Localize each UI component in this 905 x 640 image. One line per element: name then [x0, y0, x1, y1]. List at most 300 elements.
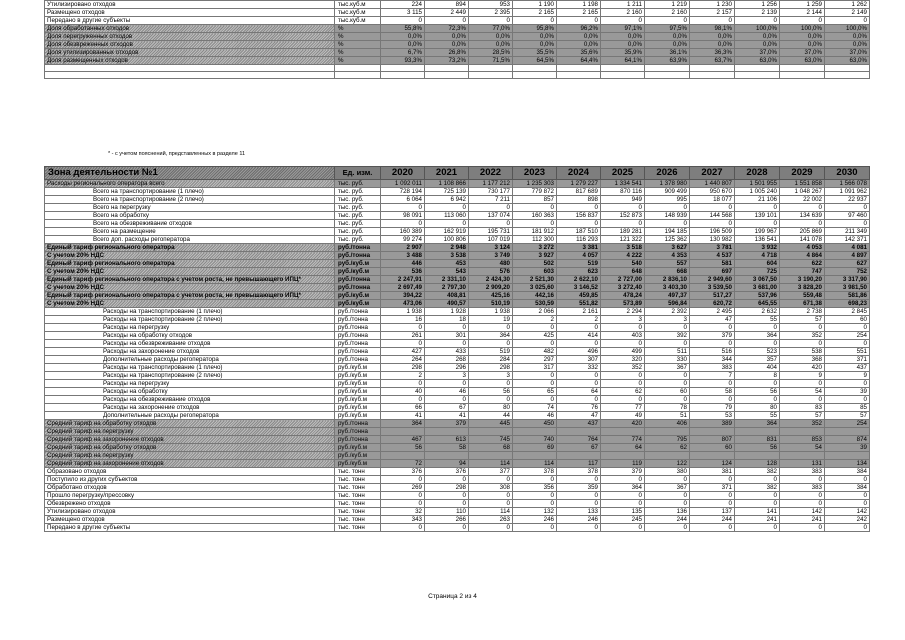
row-unit: руб./куб.м — [335, 396, 381, 404]
table-row — [45, 25, 870, 33]
cell-value — [780, 428, 825, 436]
cell-value: 46 — [513, 412, 557, 420]
row-unit: руб./куб.м — [335, 388, 381, 396]
cell-value: 2 160 — [645, 9, 690, 17]
cell-value: 0 — [557, 524, 601, 532]
empty-cell — [335, 65, 381, 72]
cell-value: 0 — [469, 396, 513, 404]
cell-value: 0 — [601, 476, 645, 484]
cell-value: 56 — [735, 388, 780, 396]
cell-value: 133 — [557, 508, 601, 516]
cell-value: 1 566 078 — [825, 180, 870, 188]
cell-value: 0 — [825, 524, 870, 532]
cell-value: 0 — [735, 220, 780, 228]
cell-value: 870 116 — [601, 188, 645, 196]
cell-value: 894 — [425, 1, 469, 9]
cell-value: 196 509 — [690, 228, 735, 236]
table-row — [45, 268, 870, 276]
cell-value: 0 — [825, 17, 870, 25]
row-label: Передано в другие субъекты — [45, 17, 335, 25]
cell-value: 381 — [690, 468, 735, 476]
cell-value: 160 363 — [513, 212, 557, 220]
cell-value: 125 362 — [645, 236, 690, 244]
empty-cell — [690, 65, 735, 72]
cell-value: 752 — [825, 268, 870, 276]
cell-value: 107 019 — [469, 236, 513, 244]
cell-value: 536 — [381, 268, 425, 276]
year-header: 2022 — [469, 167, 513, 180]
cell-value: 0 — [513, 324, 557, 332]
table-row — [45, 292, 870, 300]
cell-value: 380 — [645, 468, 690, 476]
cell-value: 357 — [735, 356, 780, 364]
cell-value: 376 — [425, 468, 469, 476]
cell-value: 142 — [825, 508, 870, 516]
cell-value: 0 — [469, 220, 513, 228]
cell-value: 2 247,91 — [381, 276, 425, 284]
cell-value: 817 689 — [557, 188, 601, 196]
cell-value: 740 — [513, 436, 557, 444]
cell-value: 352 — [601, 364, 645, 372]
empty-cell — [690, 72, 735, 79]
cell-value: 378 — [557, 468, 601, 476]
cell-value: 269 — [381, 484, 425, 492]
cell-value: 1 048 267 — [780, 188, 825, 196]
cell-value: 0,0% — [557, 41, 601, 49]
cell-value: 0 — [690, 492, 735, 500]
cell-value: 73,2% — [425, 57, 469, 65]
table-row — [45, 436, 870, 444]
empty-cell — [645, 72, 690, 79]
cell-value: 3 627 — [645, 244, 690, 252]
page-number: Страница 2 из 4 — [428, 593, 477, 600]
cell-value: 211 349 — [825, 228, 870, 236]
table-row — [45, 340, 870, 348]
cell-value: 0 — [425, 524, 469, 532]
cell-value: 64 — [601, 444, 645, 452]
row-label: Всего на обработку — [45, 212, 335, 220]
cell-value: 0 — [469, 524, 513, 532]
cell-value: 2 907 — [381, 244, 425, 252]
cell-value: 344 — [690, 356, 735, 364]
cell-value: 3 — [645, 316, 690, 324]
cell-value: 144 568 — [690, 212, 735, 220]
cell-value: 0 — [780, 524, 825, 532]
cell-value: 530,59 — [513, 300, 557, 308]
cell-value: 364 — [381, 420, 425, 428]
cell-value: 622 — [780, 260, 825, 268]
cell-value: 367 — [645, 484, 690, 492]
zone-header-row — [45, 167, 870, 180]
table-row — [45, 196, 870, 204]
cell-value: 0,0% — [825, 41, 870, 49]
row-unit: % — [335, 25, 381, 33]
row-label: Расходы на обработку — [45, 388, 335, 396]
table-row — [45, 228, 870, 236]
row-unit: тыс. руб. — [335, 220, 381, 228]
cell-value: 0 — [381, 500, 425, 508]
cell-value: 0 — [469, 492, 513, 500]
table-row — [45, 388, 870, 396]
row-unit: тыс. тонн — [335, 516, 381, 524]
cell-value: 359 — [557, 484, 601, 492]
cell-value: 1 440 807 — [690, 180, 735, 188]
row-unit: тыс. тонн — [335, 484, 381, 492]
cell-value: 308 — [469, 484, 513, 492]
cell-value: 0,0% — [690, 41, 735, 49]
row-unit: руб./тонна — [335, 436, 381, 444]
cell-value: 0 — [469, 476, 513, 484]
row-unit: руб./куб.м — [335, 292, 381, 300]
row-unit: руб./тонна — [335, 332, 381, 340]
table-row — [45, 396, 870, 404]
cell-value: 0 — [690, 500, 735, 508]
cell-value: 517,27 — [690, 292, 735, 300]
cell-value: 497,37 — [645, 292, 690, 300]
row-label: Расходы на транспортирование (1 плечо) — [45, 364, 335, 372]
row-label: Расходы на обработку отходов — [45, 332, 335, 340]
cell-value: 0 — [513, 220, 557, 228]
cell-value: 93,3% — [381, 57, 425, 65]
cell-value: 254 — [825, 420, 870, 428]
cell-value: 317 — [513, 364, 557, 372]
table-row — [45, 508, 870, 516]
cell-value: 100,0% — [735, 25, 780, 33]
cell-value: 0 — [645, 396, 690, 404]
year-header: 2020 — [381, 167, 425, 180]
cell-value: 296 — [425, 364, 469, 372]
cell-value: 367 — [645, 364, 690, 372]
cell-value: 1 235 303 — [513, 180, 557, 188]
cell-value: 0 — [513, 204, 557, 212]
cell-value: 3 828,20 — [780, 284, 825, 292]
year-header: 2028 — [735, 167, 780, 180]
row-unit: руб./куб.м — [335, 412, 381, 420]
cell-value: 2 165 — [513, 9, 557, 17]
table-row — [45, 244, 870, 252]
row-unit: руб./тонна — [335, 252, 381, 260]
cell-value — [645, 452, 690, 460]
cell-value: 0,0% — [557, 33, 601, 41]
cell-value: 32 — [381, 508, 425, 516]
row-label: Доля утилизированных отходов — [45, 49, 335, 57]
cell-value: 420 — [601, 420, 645, 428]
cell-value: 573,89 — [601, 300, 645, 308]
cell-value: 0 — [735, 324, 780, 332]
cell-value: 406 — [645, 420, 690, 428]
cell-value: 3 488 — [381, 252, 425, 260]
cell-value: 519 — [557, 260, 601, 268]
cell-value: 0 — [825, 476, 870, 484]
cell-value: 0 — [513, 340, 557, 348]
cell-value: 0 — [601, 500, 645, 508]
empty-cell — [557, 72, 601, 79]
cell-value: 77,0% — [469, 25, 513, 33]
cell-value: 0 — [557, 340, 601, 348]
cell-value: 698,23 — [825, 300, 870, 308]
cell-value: 79 — [690, 404, 735, 412]
cell-value: 671,38 — [780, 300, 825, 308]
cell-value: 2 622,10 — [557, 276, 601, 284]
cell-value: 0 — [735, 524, 780, 532]
cell-value: 0 — [690, 17, 735, 25]
year-header: 2027 — [690, 167, 735, 180]
cell-value — [780, 452, 825, 460]
cell-value: 779 872 — [513, 188, 557, 196]
cell-value: 241 — [735, 516, 780, 524]
cell-value: 55 — [735, 316, 780, 324]
cell-value: 97 460 — [825, 212, 870, 220]
cell-value: 131 — [780, 460, 825, 468]
cell-value: 857 — [513, 196, 557, 204]
table-row — [45, 252, 870, 260]
row-unit: руб./тонна — [335, 244, 381, 252]
row-unit: % — [335, 57, 381, 65]
cell-value: 95,8% — [513, 25, 557, 33]
cell-value: 254 — [825, 332, 870, 340]
cell-value: 0 — [381, 524, 425, 532]
cell-value: 2 797,30 — [425, 284, 469, 292]
cell-value: 382 — [735, 468, 780, 476]
cell-value: 0 — [425, 220, 469, 228]
cell-value: 78 — [645, 404, 690, 412]
cell-value: 241 — [780, 516, 825, 524]
cell-value: 135 — [601, 508, 645, 516]
cell-value — [425, 452, 469, 460]
cell-value: 4 897 — [825, 252, 870, 260]
row-label: Всего доп. расходы регоператора — [45, 236, 335, 244]
row-label: Размещено отходов — [45, 516, 335, 524]
cell-value: 116 293 — [557, 236, 601, 244]
table-row — [45, 220, 870, 228]
cell-value: 56 — [381, 444, 425, 452]
cell-value — [825, 428, 870, 436]
cell-value: 0,0% — [513, 41, 557, 49]
table-row — [45, 9, 870, 17]
cell-value: 3 381 — [557, 244, 601, 252]
cell-value: 725 139 — [425, 188, 469, 196]
row-label: Прошло перегрузку/прессовку — [45, 492, 335, 500]
cell-value: 62 — [601, 388, 645, 396]
cell-value: 60 — [690, 444, 735, 452]
row-unit: руб./тонна — [335, 420, 381, 428]
cell-value: 2 157 — [690, 9, 735, 17]
row-label: Расходы на обезвреживание отходов — [45, 396, 335, 404]
cell-value: 0 — [601, 220, 645, 228]
cell-value: 0 — [645, 492, 690, 500]
cell-value: 604 — [735, 260, 780, 268]
cell-value: 205 869 — [780, 228, 825, 236]
cell-value: 1 190 — [513, 1, 557, 9]
row-unit: руб./тонна — [335, 276, 381, 284]
table-row — [45, 236, 870, 244]
cell-value: 41 — [425, 412, 469, 420]
cell-value: 0 — [381, 396, 425, 404]
cell-value: 242 — [825, 516, 870, 524]
cell-value: 37,0% — [735, 49, 780, 57]
cell-value: 0 — [690, 340, 735, 348]
empty-cell — [425, 65, 469, 72]
row-label: Единый тариф регионального оператора — [45, 244, 335, 252]
cell-value: 499 — [601, 348, 645, 356]
row-unit: руб./тонна — [335, 284, 381, 292]
cell-value: 0 — [780, 204, 825, 212]
cell-value: 0 — [469, 380, 513, 388]
cell-value: 389 — [690, 420, 735, 428]
table-row — [45, 372, 870, 380]
row-unit: тыс. руб. — [335, 212, 381, 220]
cell-value: 2 — [381, 372, 425, 380]
cell-value: 0 — [513, 372, 557, 380]
cell-value: 467 — [381, 436, 425, 444]
cell-value: 28,5% — [469, 49, 513, 57]
cell-value: 0 — [645, 324, 690, 332]
cell-value: 620,72 — [690, 300, 735, 308]
cell-value: 264 — [381, 356, 425, 364]
cell-value: 195 731 — [469, 228, 513, 236]
cell-value: 3 538 — [425, 252, 469, 260]
row-unit: тыс. тонн — [335, 524, 381, 532]
cell-value: 745 — [469, 436, 513, 444]
cell-value — [557, 428, 601, 436]
row-label: Средний тариф на захоронение отходов — [45, 436, 335, 444]
cell-value: 142 — [780, 508, 825, 516]
row-label: Всего на размещение — [45, 228, 335, 236]
cell-value: 297 — [513, 356, 557, 364]
cell-value: 0 — [425, 500, 469, 508]
cell-value: 162 919 — [425, 228, 469, 236]
cell-value: 384 — [825, 484, 870, 492]
cell-value: 3 — [469, 372, 513, 380]
cell-value: 0,0% — [690, 33, 735, 41]
cell-value: 0 — [601, 372, 645, 380]
cell-value: 58 — [425, 444, 469, 452]
cell-value: 384 — [825, 468, 870, 476]
cell-value: 2 331,10 — [425, 276, 469, 284]
cell-value: 645,55 — [735, 300, 780, 308]
cell-value: 156 837 — [557, 212, 601, 220]
cell-value: 0 — [645, 500, 690, 508]
cell-value: 0 — [690, 204, 735, 212]
cell-value: 0 — [425, 340, 469, 348]
table-row — [45, 476, 870, 484]
cell-value: 0 — [735, 204, 780, 212]
cell-value: 1 378 980 — [645, 180, 690, 188]
row-unit: тыс. руб. — [335, 204, 381, 212]
cell-value: 0,0% — [469, 41, 513, 49]
cell-value: 425,16 — [469, 292, 513, 300]
cell-value: 2 738 — [780, 308, 825, 316]
table-row — [45, 1, 870, 9]
cell-value: 47 — [690, 316, 735, 324]
row-label: Расходы на транспортирование (1 плечо) — [45, 308, 335, 316]
cell-value: 3 115 — [381, 9, 425, 17]
cell-value: 537,96 — [735, 292, 780, 300]
cell-value: 110 — [425, 508, 469, 516]
row-label: Расходы на обезвреживание отходов — [45, 340, 335, 348]
empty-cell — [381, 65, 425, 72]
cell-value: 0 — [381, 340, 425, 348]
row-unit: руб./тонна — [335, 428, 381, 436]
cell-value: 97,1% — [601, 25, 645, 33]
cell-value: 725 — [735, 268, 780, 276]
cell-value: 98,1% — [690, 25, 735, 33]
cell-value: 433 — [425, 348, 469, 356]
cell-value: 3 190,20 — [780, 276, 825, 284]
row-label: Расходы регионального оператора всего — [45, 180, 335, 188]
cell-value: 627 — [825, 260, 870, 268]
cell-value: 2 845 — [825, 308, 870, 316]
cell-value: 442,16 — [513, 292, 557, 300]
cell-value: 3 067,50 — [735, 276, 780, 284]
cell-value: 0,0% — [469, 33, 513, 41]
cell-value: 0 — [825, 380, 870, 388]
cell-value: 16 — [381, 316, 425, 324]
table-row — [45, 412, 870, 420]
cell-value: 301 — [425, 332, 469, 340]
cell-value: 648 — [601, 268, 645, 276]
cell-value: 63,0% — [780, 57, 825, 65]
cell-value: 427 — [381, 348, 425, 356]
row-unit: тыс.куб.м — [335, 9, 381, 17]
row-label: Всего на транспортирование (1 плечо) — [45, 188, 335, 196]
cell-value: 603 — [513, 268, 557, 276]
row-label: Размещено отходов — [45, 9, 335, 17]
cell-value — [601, 428, 645, 436]
cell-value: 36,3% — [690, 49, 735, 57]
cell-value: 596,84 — [645, 300, 690, 308]
cell-value: 0 — [825, 340, 870, 348]
cell-value: 332 — [557, 364, 601, 372]
cell-value: 122 — [645, 460, 690, 468]
row-unit: руб./куб.м — [335, 404, 381, 412]
cell-value: 0,0% — [645, 33, 690, 41]
cell-value: 0 — [825, 324, 870, 332]
table-row — [45, 516, 870, 524]
cell-value: 774 — [601, 436, 645, 444]
cell-value: 0,0% — [425, 33, 469, 41]
cell-value: 7 — [690, 372, 735, 380]
cell-value: 72,3% — [425, 25, 469, 33]
cell-value: 831 — [735, 436, 780, 444]
cell-value: 97,5% — [645, 25, 690, 33]
cell-value: 35,5% — [513, 49, 557, 57]
cell-value: 51 — [645, 412, 690, 420]
empty-cell — [601, 72, 645, 79]
empty-cell — [469, 72, 513, 79]
table-row — [45, 300, 870, 308]
row-unit: тыс. руб. — [335, 228, 381, 236]
cell-value: 26,8% — [425, 49, 469, 57]
row-unit: руб./куб.м — [335, 460, 381, 468]
cell-value: 2 160 — [601, 9, 645, 17]
cell-value: 2 144 — [780, 9, 825, 17]
cell-value: 807 — [690, 436, 735, 444]
spreadsheet-page — [44, 0, 869, 79]
cell-value: 2 424,30 — [469, 276, 513, 284]
cell-value: 909 499 — [645, 188, 690, 196]
cell-value: 320 — [601, 356, 645, 364]
cell-value: 459,85 — [557, 292, 601, 300]
cell-value: 3 539,50 — [690, 284, 735, 292]
cell-value: 1 551 858 — [780, 180, 825, 188]
cell-value: 21 106 — [735, 196, 780, 204]
year-header: 2026 — [645, 167, 690, 180]
table-row — [45, 404, 870, 412]
cell-value: 2 — [513, 316, 557, 324]
cell-value: 2 836,10 — [645, 276, 690, 284]
cell-value: 853 — [780, 436, 825, 444]
